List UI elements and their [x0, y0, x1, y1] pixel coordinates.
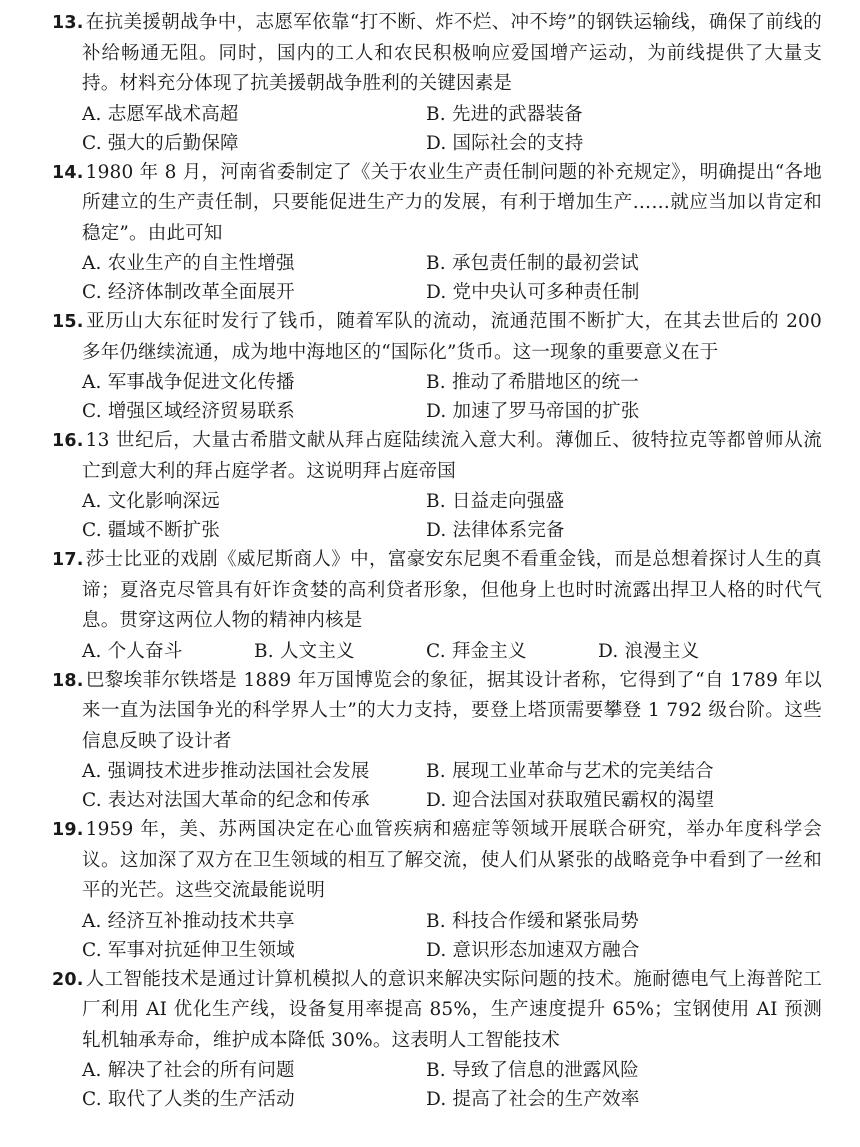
option-a[interactable]: A. 农业生产的自主性增强 [82, 253, 295, 274]
options [52, 907, 822, 965]
option-a[interactable]: A. 强调技术进步推动法国社会发展 [82, 761, 370, 782]
question-19 [52, 815, 822, 965]
option-c[interactable]: C. 表达对法国大革命的纪念和传承 [82, 790, 370, 811]
question-13 [52, 8, 822, 158]
question-text: 1959 年，美、苏两国决定在心血管疾病和癌症等领域开展联合研究，举办年度科学会议。这加深了双方在卫生领域的相互了解交流，使人们从紧张的战略竞争中看到了一丝和平的光芒。这些交流最能说明 [82, 819, 822, 901]
option-c[interactable]: C. 军事对抗延伸卫生领域 [82, 939, 295, 961]
option-b[interactable]: B. 日益走向强盛 [426, 491, 565, 512]
option-d[interactable]: D. 国际社会的支持 [426, 132, 584, 154]
option-d[interactable]: D. 迎合法国对获取殖民霸权的渴望 [426, 790, 715, 811]
question-number: 19. [52, 820, 84, 840]
question-17 [52, 545, 822, 666]
options [52, 637, 822, 666]
question-number: 17. [52, 550, 84, 570]
option-c[interactable]: C. 取代了人类的生产活动 [82, 1089, 295, 1110]
option-c[interactable]: C. 强大的后勤保障 [82, 132, 239, 154]
options [52, 368, 822, 426]
question-stem [52, 158, 822, 250]
option-d[interactable]: D. 法律体系完备 [426, 520, 565, 541]
question-15 [52, 307, 822, 426]
exam-page [52, 8, 822, 1114]
option-c[interactable]: C. 疆域不断扩张 [82, 520, 221, 541]
option-c[interactable]: C. 增强区域经济贸易联系 [82, 401, 295, 422]
question-text: 莎士比亚的戏剧《威尼斯商人》中，富豪安东尼奥不看重金钱，而是总想着探讨人生的真谛；夏洛克尽管具有奸诈贪婪的高利贷者形象，但他身上也时时流露出捍卫人格的时代气息。贯穿这两位人物的精神内核是 [82, 549, 822, 631]
option-b[interactable]: B. 导致了信息的泄露风险 [426, 1060, 639, 1081]
question-number: 18. [52, 670, 84, 691]
question-14 [52, 158, 822, 308]
question-stem [52, 8, 822, 100]
option-b[interactable]: B. 推动了希腊地区的统一 [426, 372, 639, 393]
question-number: 16. [52, 431, 84, 451]
options [52, 100, 822, 158]
question-stem [52, 666, 822, 758]
option-d[interactable]: D. 党中央认可多种责任制 [426, 282, 640, 303]
option-a[interactable]: A. 个人奋斗 [82, 640, 183, 662]
option-b[interactable]: B. 展现工业革命与艺术的完美结合 [426, 761, 714, 782]
question-stem [52, 815, 822, 907]
options [52, 1056, 822, 1114]
question-stem [52, 545, 822, 637]
option-c[interactable]: C. 经济体制改革全面展开 [82, 282, 295, 303]
option-d[interactable]: D. 提高了社会的生产效率 [426, 1089, 640, 1110]
question-number: 14. [52, 162, 84, 183]
question-number: 15. [52, 312, 84, 332]
option-b[interactable]: B. 人文主义 [254, 640, 355, 662]
question-text: 在抗美援朝战争中，志愿军依靠“打不断、炸不烂、冲不垮”的钢铁运输线，确保了前线的补给畅通无阻。同时，国内的工人和农民积极响应爱国增产运动，为前线提供了大量支持。材料充分体现了抗美援朝战争胜利的关键因素是 [82, 12, 822, 94]
option-d[interactable]: D. 意识形态加速双方融合 [426, 939, 640, 961]
option-a[interactable]: A. 军事战争促进文化传播 [82, 372, 295, 393]
options [52, 487, 822, 545]
option-a[interactable]: A. 解决了社会的所有问题 [82, 1060, 295, 1081]
question-text: 1980 年 8 月，河南省委制定了《关于农业生产责任制问题的补充规定》，明确提出“各地所建立的生产责任制，只要能促进生产力的发展，有利于增加生产……就应当加以肯定和稳定”。由此可知 [82, 161, 822, 244]
question-number: 13. [52, 13, 84, 33]
options [52, 249, 822, 307]
question-stem [52, 426, 822, 487]
option-b[interactable]: B. 承包责任制的最初尝试 [426, 253, 639, 274]
question-20 [52, 965, 822, 1115]
option-a[interactable]: A. 文化影响深远 [82, 491, 220, 512]
question-stem [52, 965, 822, 1057]
option-b[interactable]: B. 先进的武器装备 [426, 103, 583, 125]
option-d[interactable]: D. 加速了罗马帝国的扩张 [426, 401, 640, 422]
option-d[interactable]: D. 浪漫主义 [598, 640, 700, 662]
question-18 [52, 666, 822, 816]
option-a[interactable]: A. 经济互补推动技术共享 [82, 910, 295, 932]
question-text: 人工智能技术是通过计算机模拟人的意识来解决实际问题的技术。施耐德电气上海普陀工厂利用 AI 优化生产线，设备复用率提高 85%，生产速度提升 65%；宝钢使用 AI 预测轧机轴承寿命，维护成本降低 30%。这表明人工智能技术 [82, 968, 822, 1051]
option-c[interactable]: C. 拜金主义 [426, 640, 527, 662]
question-text: 巴黎埃菲尔铁塔是 1889 年万国博览会的象征，据其设计者称，它得到了“自 1789 年以来一直为法国争光的科学界人士”的大力支持，要登上塔顶需要攀登 1 792 级台阶。这些信息反映了设计者 [82, 669, 822, 752]
option-b[interactable]: B. 科技合作缓和紧张局势 [426, 910, 639, 932]
question-text: 13 世纪后，大量古希腊文献从拜占庭陆续流入意大利。薄伽丘、彼特拉克等都曾师从流亡到意大利的拜占庭学者。这说明拜占庭帝国 [82, 430, 822, 482]
options [52, 757, 822, 815]
question-stem [52, 307, 822, 368]
question-16 [52, 426, 822, 545]
option-a[interactable]: A. 志愿军战术高超 [82, 103, 239, 125]
question-number: 20. [52, 969, 84, 990]
question-text: 亚历山大东征时发行了钱币，随着军队的流动，流通范围不断扩大，在其去世后的 200 多年仍继续流通，成为地中海地区的“国际化”货币。这一现象的重要意义在于 [82, 311, 822, 363]
